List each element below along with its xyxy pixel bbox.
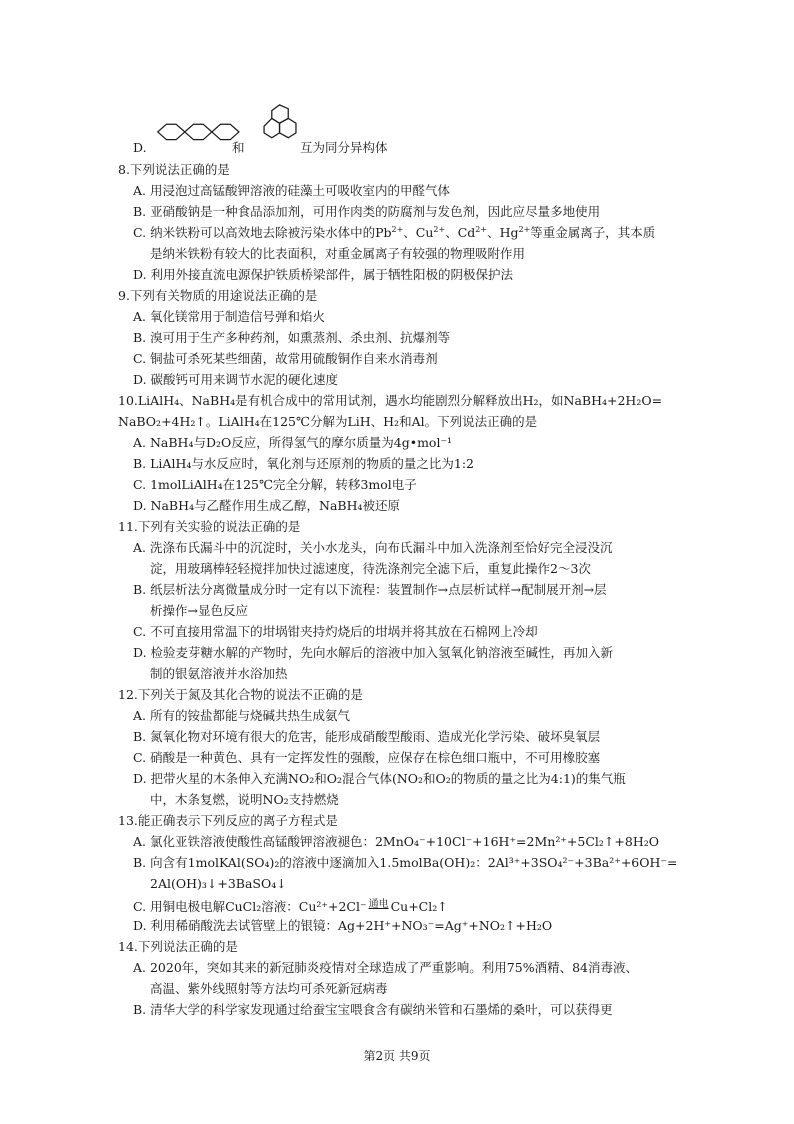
- option-b: B. 氮氧化物对环境有很大的危害，能形成硝酸型酸雨、造成光化学污染、破坏臭氧层: [133, 729, 601, 744]
- option-c: C. 不可直接用常温下的坩埚钳夹持灼烧后的坩埚并将其放在石棉网上冷却: [133, 624, 538, 639]
- option-a: A. NaBH₄与D₂O反应，所得氢气的摩尔质量为4g•mol⁻¹: [133, 435, 453, 450]
- option-d: D. 利用稀硝酸洗去试管壁上的银镜：Ag+2H⁺+NO₃⁻=Ag⁺+NO₂↑+H₂O: [133, 918, 553, 933]
- anthracene-structure: [158, 124, 239, 139]
- option-a: A. 所有的铵盐都能与烧碱共热生成氨气: [133, 708, 350, 723]
- question-stem: 11.下列有关实验的说法正确的是: [118, 519, 301, 534]
- option-b-cont: 2Al(OH)₃↓+3BaSO₄↓: [150, 876, 287, 891]
- conjunction: 和: [232, 140, 245, 155]
- option-a: A. 用浸泡过高锰酸钾溶液的硅藻土可吸收室内的甲醛气体: [133, 183, 450, 198]
- option-a: A. 氯化亚铁溶液使酸性高锰酸钾溶液褪色：2MnO₄⁻+10Cl⁻+16H⁺=2Mn²⁺+5Cl₂↑+8H₂O: [133, 834, 659, 849]
- question-stem: 14.下列说法正确的是: [118, 939, 238, 954]
- option-b-cont: 析操作→显色反应: [150, 603, 248, 618]
- option-a: A. 氧化镁常用于制造信号弹和焰火: [133, 309, 325, 324]
- option-c: C. 纳米铁粉可以高效地去除被污染水体中的$Pb^{2+}$、$Cu^{2+}$、$Cd^{2+}$、$Hg^{2+}$等重金属离子，其本质: [133, 224, 656, 240]
- option-label: D.: [133, 140, 147, 155]
- question-stem: 12.下列关于氮及其化合物的说法不正确的是: [118, 687, 363, 702]
- option-d: D. 检验麦芽糖水解的产物时，先向水解后的溶液中加入氢氧化钠溶液至碱性，再加入新: [133, 645, 614, 660]
- option-a: A. 洗涤布氏漏斗中的沉淀时，关小水龙头，向布氏漏斗中加入洗涤剂至恰好完全浸没沉: [133, 540, 613, 555]
- option-b: B. 纸层析法分离微量成分时一定有以下流程：装置制作→点层析试样→配制展开剂→层: [133, 582, 607, 597]
- option-d: D. 利用外接直流电源保护铁质桥梁部件，属于牺牲阳极的阴极保护法: [133, 267, 514, 282]
- option-a-cont: 高温、紫外线照射等方法均可杀死新冠病毒: [150, 981, 388, 996]
- option-a: A. 2020年，突如其来的新冠肺炎疫情对全球造成了严重影响。利用75%酒精、84消毒液、: [133, 960, 638, 975]
- question-stem-cont: NaBO₂+4H₂↑。LiAlH₄在125℃分解为LiH、H₂和Al。下列说法正确的是: [118, 414, 538, 429]
- option-b: B. 向含有1molKAl(SO₄)₂的溶液中逐滴加入1.5molBa(OH)₂：2Al³⁺+3SO₄²⁻+3Ba²⁺+6OH⁻=: [133, 855, 678, 870]
- option-c: C. 硝酸是一种黄色、具有一定挥发性的强酸，应保存在棕色细口瓶中，不可用橡胶塞: [133, 750, 601, 765]
- page-footer: 第2页 共9页: [363, 1049, 431, 1063]
- option-c: C. 1molLiAlH₄在125℃完全分解，转移3mol电子: [133, 477, 417, 492]
- option-d-cont: 制的银氨溶液并水浴加热: [150, 666, 288, 681]
- option-c: C. 用铜电极电解CuCl₂溶液：Cu²⁺+2Cl⁻ $^{通电}$ Cu+Cl₂↑: [133, 899, 448, 914]
- option-b: B. 清华大学的科学家发现通过给蚕宝宝喂食含有碳纳米管和石墨烯的桑叶，可以获得更: [133, 1002, 613, 1017]
- option-d: D. 碳酸钙可用来调节水泥的硬化速度: [133, 372, 339, 387]
- option-b: B. 溴可用于生产多种药剂，如熏蒸剂、杀虫剂、抗爆剂等: [133, 330, 451, 345]
- question-stem: 10.LiAlH₄、NaBH₄是有机合成中的常用试剂，遇水均能剧烈分解释放出H₂，如NaBH₄+2H₂O=: [118, 393, 663, 408]
- option-c-cont: 是纳米铁粉有较大的比表面积，对重金属离子有较强的物理吸附作用: [150, 246, 526, 261]
- question-stem: 13.能正确表示下列反应的离子方程式是: [118, 813, 338, 828]
- phenanthrene-structure: [264, 105, 296, 138]
- option-d: D. 把带火星的木条伸入充满NO₂和O₂混合气体(NO₂和O₂的物质的量之比为4:1)的集气瓶: [133, 771, 626, 786]
- molecule-structures: [150, 100, 440, 160]
- option-d-cont: 中，木条复燃，说明NO₂支持燃烧: [150, 792, 339, 807]
- question-stem: 9.下列有关物质的用途说法正确的是: [118, 288, 318, 303]
- reaction-condition: 通电: [368, 899, 389, 910]
- question-stem: 8.下列说法正确的是: [118, 162, 230, 177]
- option-text: 互为同分异构体: [300, 140, 388, 155]
- option-a-cont: 淀，用玻璃棒轻轻搅拌加快过滤速度，待洗涤剂完全滤下后，重复此操作2～3次: [150, 561, 591, 576]
- option-b: B. LiAlH₄与水反应时，氧化剂与还原剂的物质的量之比为1:2: [133, 456, 474, 471]
- option-c: C. 铜盐可杀死某些细菌，故常用硫酸铜作自来水消毒剂: [133, 351, 438, 366]
- option-b: B. 亚硝酸钠是一种食品添加剂，可用作肉类的防腐剂与发色剂，因此应尽量多地使用: [133, 204, 601, 219]
- option-d: D. NaBH₄与乙醛作用生成乙醇，NaBH₄被还原: [133, 498, 400, 513]
